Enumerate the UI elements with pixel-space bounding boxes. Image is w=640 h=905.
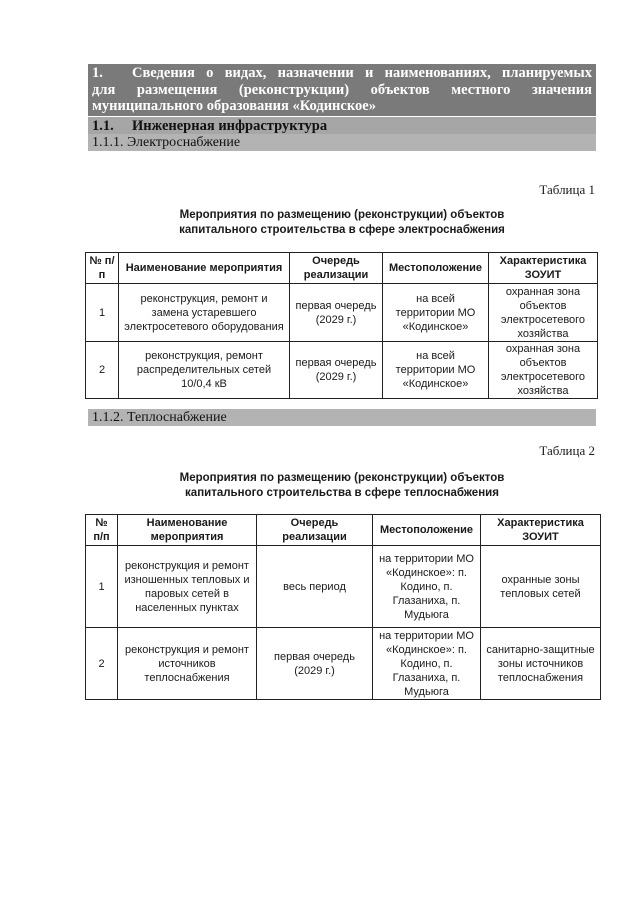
table-cell: реконструкция, ремонт и замена устаревшего электросетевого оборудования <box>119 284 290 342</box>
table-row <box>86 284 598 342</box>
table-label: Таблица 2 <box>539 443 595 458</box>
table-cell: реконструкция и ремонт источников теплоснабжения <box>118 628 257 700</box>
table-cell: санитарно-защитные зоны источников теплоснабжения <box>481 628 601 700</box>
caption-line: капитального строительства в сфере электроснабжения <box>179 224 505 236</box>
table-cell: на территории МО «Кодинское»: п. Кодино, п. Глазаниха, п. Мудьюга <box>373 628 481 700</box>
table-cell: первая очередь (2029 г.) <box>290 284 383 342</box>
table-cell: 1 <box>86 546 118 628</box>
table-caption <box>88 208 596 238</box>
col-header: Наименование мероприятия <box>119 253 290 284</box>
table-cell: на всей территории МО «Кодинское» <box>383 342 489 399</box>
caption-line: Мероприятия по размещению (реконструкции) объектов <box>179 209 505 221</box>
col-header: Местоположение <box>373 515 481 546</box>
subsection-heat-heading: 1.1.2. Теплоснабжение <box>88 409 596 426</box>
table-cell: 2 <box>86 342 119 399</box>
col-header: Очередь реализации <box>290 253 383 284</box>
table-cell: на всей территории МО «Кодинское» <box>383 284 489 342</box>
heading-number: 1.1. <box>92 118 114 134</box>
col-header: Местоположение <box>383 253 489 284</box>
caption-line: капитального строительства в сфере теплоснабжения <box>185 487 499 499</box>
caption-line: Мероприятия по размещению (реконструкции) объектов <box>179 472 505 484</box>
col-header: Характеристика ЗОУИТ <box>489 253 598 284</box>
table-row <box>86 546 601 628</box>
table-label: Таблица 1 <box>539 182 595 197</box>
table-cell: охранные зоны тепловых сетей <box>481 546 601 628</box>
table-cell: охранная зона объектов электросетевого хозяйства <box>489 342 598 399</box>
table-cell: весь период <box>257 546 373 628</box>
table-row <box>86 342 598 399</box>
table-cell: 2 <box>86 628 118 700</box>
section-heading-2 <box>88 117 596 135</box>
col-header: № п/п <box>86 253 119 284</box>
col-header: Характеристика ЗОУИТ <box>481 515 601 546</box>
heat-table <box>85 514 601 700</box>
table-row <box>86 628 601 700</box>
table-cell: 1 <box>86 284 119 342</box>
table-cell: реконструкция, ремонт распределительных сетей 10/0,4 кВ <box>119 342 290 399</box>
col-header: Наименование мероприятия <box>118 515 257 546</box>
table-cell: первая очередь (2029 г.) <box>290 342 383 399</box>
subsection-electric-heading: 1.1.1. Электроснабжение <box>88 134 596 151</box>
electric-table <box>85 252 598 399</box>
heading-line: муниципального образования «Кодинское» <box>92 98 376 114</box>
table-cell: реконструкция и ремонт изношенных тепловых и паровых сетей в населенных пунктах <box>118 546 257 628</box>
table-cell: на территории МО «Кодинское»: п. Кодино, п. Глазаниха, п. Мудьюга <box>373 546 481 628</box>
col-header: № п/п <box>86 515 118 546</box>
table-caption <box>88 471 596 501</box>
heading-line: Сведения о видах, назначении и наименованиях, планируемых <box>132 65 592 81</box>
col-header: Очередь реализации <box>257 515 373 546</box>
heading-title: Инженерная инфраструктура <box>132 118 328 134</box>
table-cell: первая очередь (2029 г.) <box>257 628 373 700</box>
heading-number: 1. <box>92 65 103 81</box>
heading-line: для размещения (реконструкции) объектов местного значения <box>92 81 592 98</box>
table-cell: охранная зона объектов электросетевого хозяйства <box>489 284 598 342</box>
section-heading-1 <box>88 64 596 116</box>
